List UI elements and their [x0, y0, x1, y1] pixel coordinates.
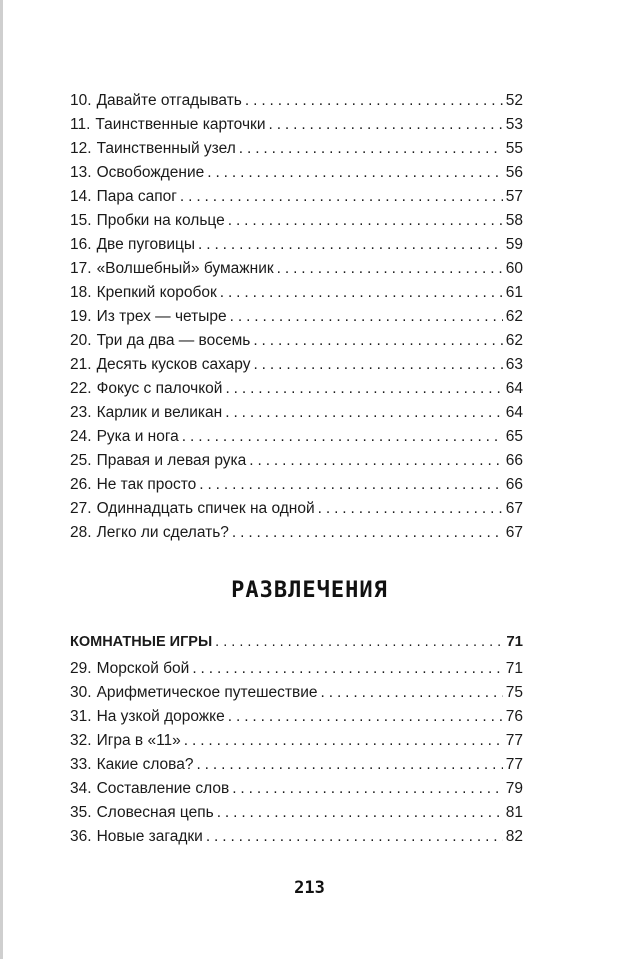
entry-page: 79 — [505, 780, 523, 797]
entry-page: 66 — [505, 476, 523, 493]
entry-page: 71 — [505, 660, 523, 677]
dot-leader — [232, 521, 503, 545]
entry-title: Карлик и великан — [96, 404, 223, 421]
section-page: 71 — [506, 633, 523, 650]
entry-number: 25. — [70, 452, 92, 469]
entry-page: 60 — [505, 260, 523, 277]
dot-leader — [268, 113, 502, 137]
dot-leader — [249, 449, 502, 473]
entry-title: Из трех — четыре — [96, 308, 227, 325]
entry-page: 56 — [505, 164, 523, 181]
entry-page: 67 — [505, 524, 523, 541]
dot-leader — [225, 377, 502, 401]
dot-leader — [321, 681, 503, 705]
entry-page: 62 — [505, 332, 523, 349]
entry-page: 58 — [505, 212, 523, 229]
entry-title: Крепкий коробок — [96, 284, 217, 301]
entry-title: Словесная цепь — [96, 804, 214, 821]
entry-number: 15. — [70, 212, 92, 229]
entry-page: 61 — [505, 284, 523, 301]
section-title: КОМНАТНЫЕ ИГРЫ — [70, 634, 213, 650]
dot-leader — [192, 657, 502, 681]
entry-page: 77 — [505, 732, 523, 749]
toc-entry[interactable] — [70, 449, 523, 473]
dot-leader — [198, 233, 503, 257]
dot-leader — [232, 777, 503, 801]
entry-number: 26. — [70, 476, 92, 493]
entry-number: 33. — [70, 756, 92, 773]
toc-entry[interactable] — [70, 329, 523, 353]
entry-title: Рука и нога — [96, 428, 179, 445]
entry-page: 76 — [505, 708, 523, 725]
toc-entry[interactable] — [70, 705, 523, 729]
toc-section-entry[interactable] — [70, 630, 523, 654]
entry-title: Легко ли сделать? — [96, 524, 229, 541]
dot-leader — [184, 729, 503, 753]
toc-entry[interactable] — [70, 233, 523, 257]
entry-page: 53 — [505, 116, 523, 133]
entry-page: 59 — [505, 236, 523, 253]
dot-leader — [207, 161, 503, 185]
entry-number: 35. — [70, 804, 92, 821]
entry-page: 75 — [505, 684, 523, 701]
entry-page: 64 — [505, 380, 523, 397]
dot-leader — [277, 257, 503, 281]
page-number: 213 — [294, 878, 325, 898]
entry-title: Не так просто — [96, 476, 197, 493]
entry-page: 82 — [505, 828, 523, 845]
entry-number: 23. — [70, 404, 92, 421]
entry-title: Десять кусков сахару — [96, 356, 251, 373]
toc-entry[interactable] — [70, 137, 523, 161]
toc-entry[interactable] — [70, 161, 523, 185]
entry-title: Таинственный узел — [96, 140, 236, 157]
dot-leader — [239, 137, 503, 161]
entry-title: Игра в «11» — [96, 732, 181, 749]
entry-page: 65 — [505, 428, 523, 445]
entry-number: 31. — [70, 708, 92, 725]
toc-entry[interactable] — [70, 257, 523, 281]
entry-title: Составление слов — [96, 780, 230, 797]
toc-entry[interactable] — [70, 801, 523, 825]
toc-entry[interactable] — [70, 753, 523, 777]
toc-entry[interactable] — [70, 473, 523, 497]
entry-number: 12. — [70, 140, 92, 157]
entry-number: 10. — [70, 92, 92, 109]
entry-number: 11. — [70, 116, 91, 133]
entry-page: 63 — [505, 356, 523, 373]
entry-number: 13. — [70, 164, 92, 181]
toc-entry[interactable] — [70, 113, 523, 137]
entry-page: 62 — [505, 308, 523, 325]
toc-list-top — [70, 89, 523, 545]
dot-leader — [196, 753, 502, 777]
entry-page: 64 — [505, 404, 523, 421]
toc-entry[interactable] — [70, 377, 523, 401]
dot-leader — [318, 497, 503, 521]
toc-entry[interactable] — [70, 425, 523, 449]
entry-number: 22. — [70, 380, 92, 397]
entry-number: 18. — [70, 284, 92, 301]
chapter-heading: РАЗВЛЕЧЕНИЯ — [231, 578, 388, 603]
entry-title: Две пуговицы — [96, 236, 196, 253]
toc-entry[interactable] — [70, 825, 523, 849]
page-edge — [0, 0, 3, 959]
toc-entry[interactable] — [70, 209, 523, 233]
dot-leader — [245, 89, 503, 113]
entry-number: 30. — [70, 684, 92, 701]
entry-title: Пробки на кольце — [96, 212, 225, 229]
toc-entry[interactable] — [70, 305, 523, 329]
toc-entry[interactable] — [70, 657, 523, 681]
entry-title: Три да два — восемь — [96, 332, 251, 349]
entry-page: 66 — [505, 452, 523, 469]
dot-leader — [228, 209, 503, 233]
toc-entry[interactable] — [70, 89, 523, 113]
entry-page: 52 — [505, 92, 523, 109]
entry-title: Одиннадцать спичек на одной — [96, 500, 315, 517]
entry-number: 34. — [70, 780, 92, 797]
entry-number: 28. — [70, 524, 92, 541]
entry-title: Морской бой — [96, 660, 190, 677]
entry-page: 67 — [505, 500, 523, 517]
toc-entry[interactable] — [70, 353, 523, 377]
entry-title: Новые загадки — [96, 828, 203, 845]
toc-entry[interactable] — [70, 729, 523, 753]
entry-number: 20. — [70, 332, 92, 349]
entry-page: 77 — [505, 756, 523, 773]
toc-entry[interactable] — [70, 777, 523, 801]
toc-entry[interactable] — [70, 185, 523, 209]
toc-entry[interactable] — [70, 521, 523, 545]
entry-number: 14. — [70, 188, 92, 205]
dot-leader — [180, 185, 503, 209]
dot-leader — [182, 425, 503, 449]
dot-leader — [220, 281, 503, 305]
entry-title: На узкой дорожке — [96, 708, 225, 725]
dot-leader — [206, 825, 503, 849]
toc-list-bottom — [70, 657, 523, 849]
entry-number: 17. — [70, 260, 92, 277]
dot-leader — [217, 801, 503, 825]
dot-leader — [215, 630, 503, 654]
entry-number: 27. — [70, 500, 92, 517]
entry-title: Таинственные карточки — [95, 116, 266, 133]
entry-page: 55 — [505, 140, 523, 157]
entry-page: 57 — [505, 188, 523, 205]
entry-number: 36. — [70, 828, 92, 845]
entry-title: Освобождение — [96, 164, 205, 181]
entry-title: Давайте отгадывать — [96, 92, 242, 109]
toc-entry[interactable] — [70, 401, 523, 425]
entry-number: 21. — [70, 356, 92, 373]
entry-number: 19. — [70, 308, 92, 325]
entry-title: Арифметическое путешествие — [96, 684, 318, 701]
toc-entry[interactable] — [70, 681, 523, 705]
dot-leader — [228, 705, 503, 729]
entry-title: Правая и левая рука — [96, 452, 247, 469]
dot-leader — [253, 329, 502, 353]
entry-title: Какие слова? — [96, 756, 194, 773]
entry-page: 81 — [505, 804, 523, 821]
dot-leader — [199, 473, 503, 497]
entry-number: 29. — [70, 660, 92, 677]
entry-number: 32. — [70, 732, 92, 749]
entry-number: 24. — [70, 428, 92, 445]
dot-leader — [253, 353, 502, 377]
entry-title: «Волшебный» бумажник — [96, 260, 274, 277]
toc-entry[interactable] — [70, 281, 523, 305]
toc-entry[interactable] — [70, 497, 523, 521]
entry-title: Фокус с палочкой — [96, 380, 223, 397]
entry-number: 16. — [70, 236, 92, 253]
dot-leader — [225, 401, 503, 425]
dot-leader — [230, 305, 503, 329]
entry-title: Пара сапог — [96, 188, 177, 205]
